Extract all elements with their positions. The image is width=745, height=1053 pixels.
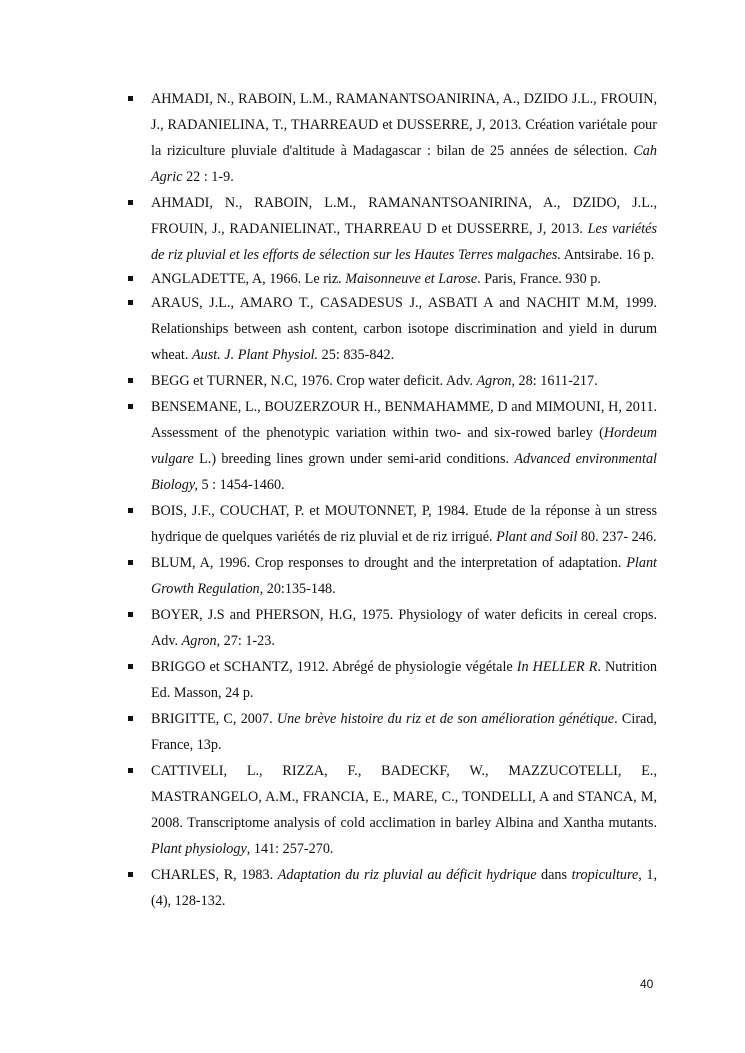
reference-text: ANGLADETTE, A, 1966. Le riz.	[151, 271, 346, 287]
square-bullet-icon	[128, 276, 133, 281]
square-bullet-icon	[128, 768, 133, 773]
reference-text: AHMADI, N., RABOIN, L.M., RAMANANTSOANIRINA, A., DZIDO J.L., FROUIN, J., RADANIELINA, T., THARREAUD et DUSSERRE, J, 2013. Création variétale pour la riziculture pluviale d'altitude à Madagascar : bilan de 25 années de sélection.	[151, 91, 657, 159]
reference-journal: Aust. J. Plant Physiol.	[191, 347, 319, 363]
reference-item	[127, 394, 657, 498]
reference-text: . Paris, France. 930 p.	[477, 271, 601, 287]
square-bullet-icon	[128, 200, 133, 205]
reference-text: CATTIVELI, L., RIZZA, F., BADECKF, W., MAZZUCOTELLI, E., MASTRANGELO, A.M., FRANCIA, E., MARE, C., TONDELLI, A and STANCA, M, 2008. Transcriptome analysis of cold acclimation in barley Albina and Xantha mutants.	[151, 763, 657, 831]
reference-title: Les variétés de riz pluvial et les efforts de sélection sur les Hautes Terres malgaches.	[151, 221, 657, 263]
reference-item	[127, 86, 657, 190]
reference-journal: Plant and Soil	[496, 529, 578, 545]
reference-item	[127, 190, 657, 268]
reference-text: BOYER, J.S and PHERSON, H.G, 1975. Physiology of water deficits in cereal crops. Adv.	[151, 607, 657, 649]
reference-journal: Plant physiology	[151, 841, 247, 857]
reference-text: Antsirabe. 16 p.	[560, 247, 655, 263]
reference-text: 5 : 1454-1460.	[197, 477, 285, 493]
reference-item	[127, 368, 657, 394]
reference-item	[127, 758, 657, 862]
square-bullet-icon	[128, 560, 133, 565]
reference-text: ARAUS, J.L., AMARO T., CASADESUS J., ASBATI A and NACHIT M.M, 1999. Relationships between ash content, carbon isotope discrimination and yield in durum wheat.	[151, 295, 657, 363]
square-bullet-icon	[128, 508, 133, 513]
reference-text: 25: 835-842.	[318, 347, 395, 363]
reference-item	[127, 290, 657, 368]
reference-journal: Agron	[476, 373, 512, 389]
reference-text: , 141: 257-270.	[246, 841, 334, 857]
reference-source: In HELLER R	[516, 659, 598, 675]
reference-item	[127, 706, 657, 758]
reference-text: CHARLES, R, 1983.	[151, 867, 278, 883]
reference-text: 22 : 1-9.	[182, 169, 234, 185]
reference-text: BRIGITTE, C, 2007.	[151, 711, 277, 727]
square-bullet-icon	[128, 664, 133, 669]
square-bullet-icon	[128, 378, 133, 383]
reference-text: . Nutrition Ed. Masson, 24 p.	[151, 659, 658, 701]
reference-list	[127, 86, 657, 914]
reference-item	[127, 498, 657, 550]
square-bullet-icon	[128, 716, 133, 721]
reference-journal: Advanced environmental Biology,	[151, 451, 657, 493]
reference-journal: Plant Growth Regulation,	[151, 555, 657, 597]
reference-text: L.) breeding lines grown under semi-arid conditions.	[193, 451, 515, 467]
reference-item	[127, 550, 657, 602]
reference-title: Une brève histoire du riz et de son amélioration génétique	[276, 711, 615, 727]
reference-text: BOIS, J.F., COUCHAT, P. et MOUTONNET, P, 1984. Etude de la réponse à un stress hydrique de quelques variétés de riz pluvial et de riz irrigué.	[151, 503, 657, 545]
reference-species: Hordeum vulgare	[151, 425, 657, 467]
square-bullet-icon	[128, 96, 133, 101]
reference-text: 20:135-148.	[263, 581, 336, 597]
reference-publisher: Maisonneuve et Larose	[345, 271, 478, 287]
reference-text: BRIGGO et SCHANTZ, 1912. Abrégé de physiologie végétale	[151, 659, 517, 675]
reference-item	[127, 862, 657, 914]
square-bullet-icon	[128, 612, 133, 617]
reference-text: 1, (4), 128-132.	[151, 867, 658, 909]
reference-text: BENSEMANE, L., BOUZERZOUR H., BENMAHAMME, D and MIMOUNI, H, 2011. Assessment of the phenotypic variation within two- and six-rowed barley (	[151, 399, 657, 441]
reference-text: BEGG et TURNER, N.C, 1976. Crop water deficit. Adv.	[151, 373, 477, 389]
reference-text: , 28: 1611-217.	[511, 373, 598, 389]
square-bullet-icon	[128, 404, 133, 409]
reference-item	[127, 654, 657, 706]
reference-text: BLUM, A, 1996. Crop responses to drought and the interpretation of adaptation.	[151, 555, 627, 571]
reference-journal: tropiculture,	[571, 867, 642, 883]
reference-item	[127, 270, 657, 288]
reference-text: dans	[536, 867, 572, 883]
square-bullet-icon	[128, 300, 133, 305]
reference-title: Adaptation du riz pluvial au déficit hydrique	[277, 867, 537, 883]
square-bullet-icon	[128, 872, 133, 877]
reference-text: AHMADI, N., RABOIN, L.M., RAMANANTSOANIRINA, A., DZIDO, J.L., FROUIN, J., RADANIELINAT., THARREAU D et DUSSERRE, J, 2013.	[151, 195, 657, 237]
reference-journal: Cah Agric	[151, 143, 657, 185]
page-number: 40	[640, 977, 654, 991]
reference-text: . Cirad, France, 13p.	[151, 711, 657, 753]
reference-item	[127, 602, 657, 654]
reference-journal: Agron	[181, 633, 217, 649]
reference-text: , 27: 1-23.	[216, 633, 275, 649]
reference-text: 80. 237- 246.	[577, 529, 657, 545]
